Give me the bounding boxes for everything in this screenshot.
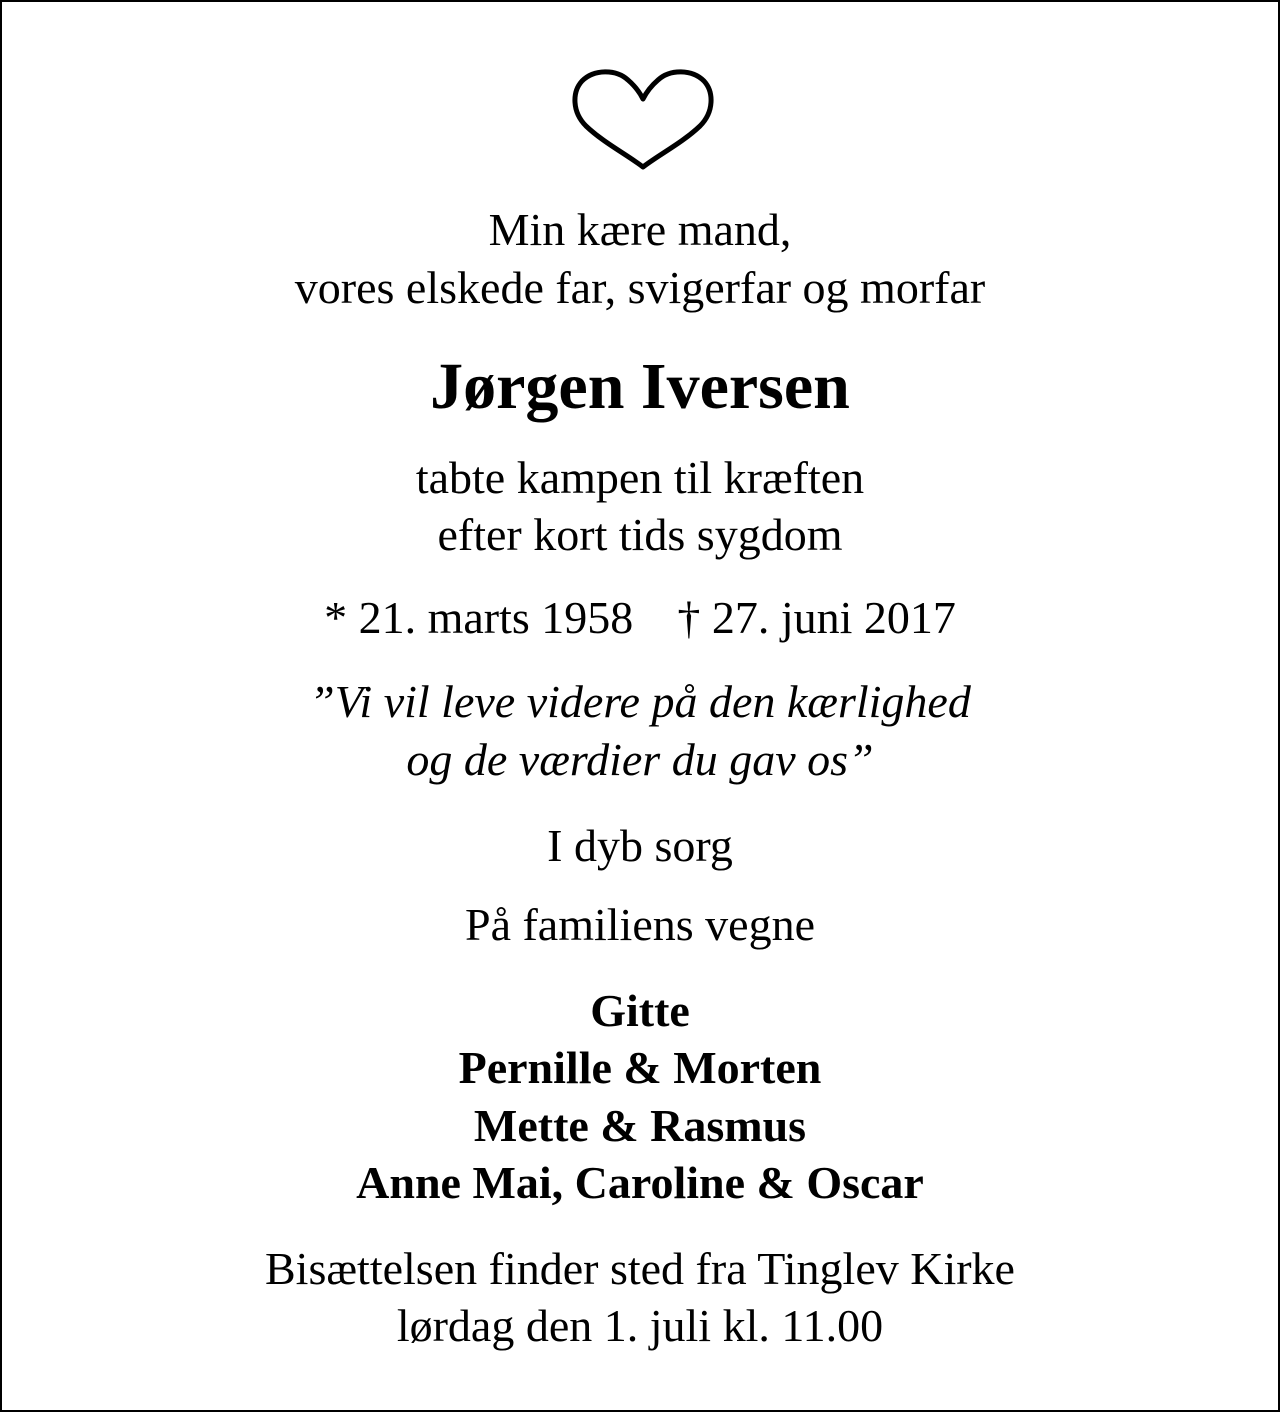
deceased-name: Jørgen Iversen: [430, 350, 850, 423]
life-dates: [2, 592, 1278, 643]
family-line-1: Gitte: [590, 985, 690, 1036]
family-line-4: Anne Mai, Caroline & Oscar: [356, 1157, 924, 1208]
cause-line-1: tabte kampen til kræften: [415, 452, 865, 503]
on-behalf-text: På familiens vegne: [464, 899, 815, 950]
funeral-line-1: Bisættelsen finder sted fra Tinglev Kirke: [265, 1243, 1015, 1294]
intro-line-2: vores elskede far, svigerfar og morfar: [294, 262, 986, 313]
death-date: † 27. juni 2017: [677, 592, 956, 643]
family-line-2: Pernille & Morten: [458, 1042, 822, 1093]
cause-line-2: efter kort tids sygdom: [437, 509, 843, 560]
quote-line-1: ”Vi vil leve videre på den kærlighed: [309, 676, 971, 727]
sorrow-text: I dyb sorg: [547, 820, 733, 871]
intro-line-1: Min kære mand,: [488, 204, 792, 255]
birth-date: * 21. marts 1958: [324, 592, 634, 643]
funeral-line-2: lørdag den 1. juli kl. 11.00: [396, 1300, 884, 1351]
quote-line-2: og de værdier du gav os”: [406, 734, 874, 785]
heart-icon: [568, 66, 718, 172]
family-line-3: Mette & Rasmus: [473, 1100, 807, 1151]
